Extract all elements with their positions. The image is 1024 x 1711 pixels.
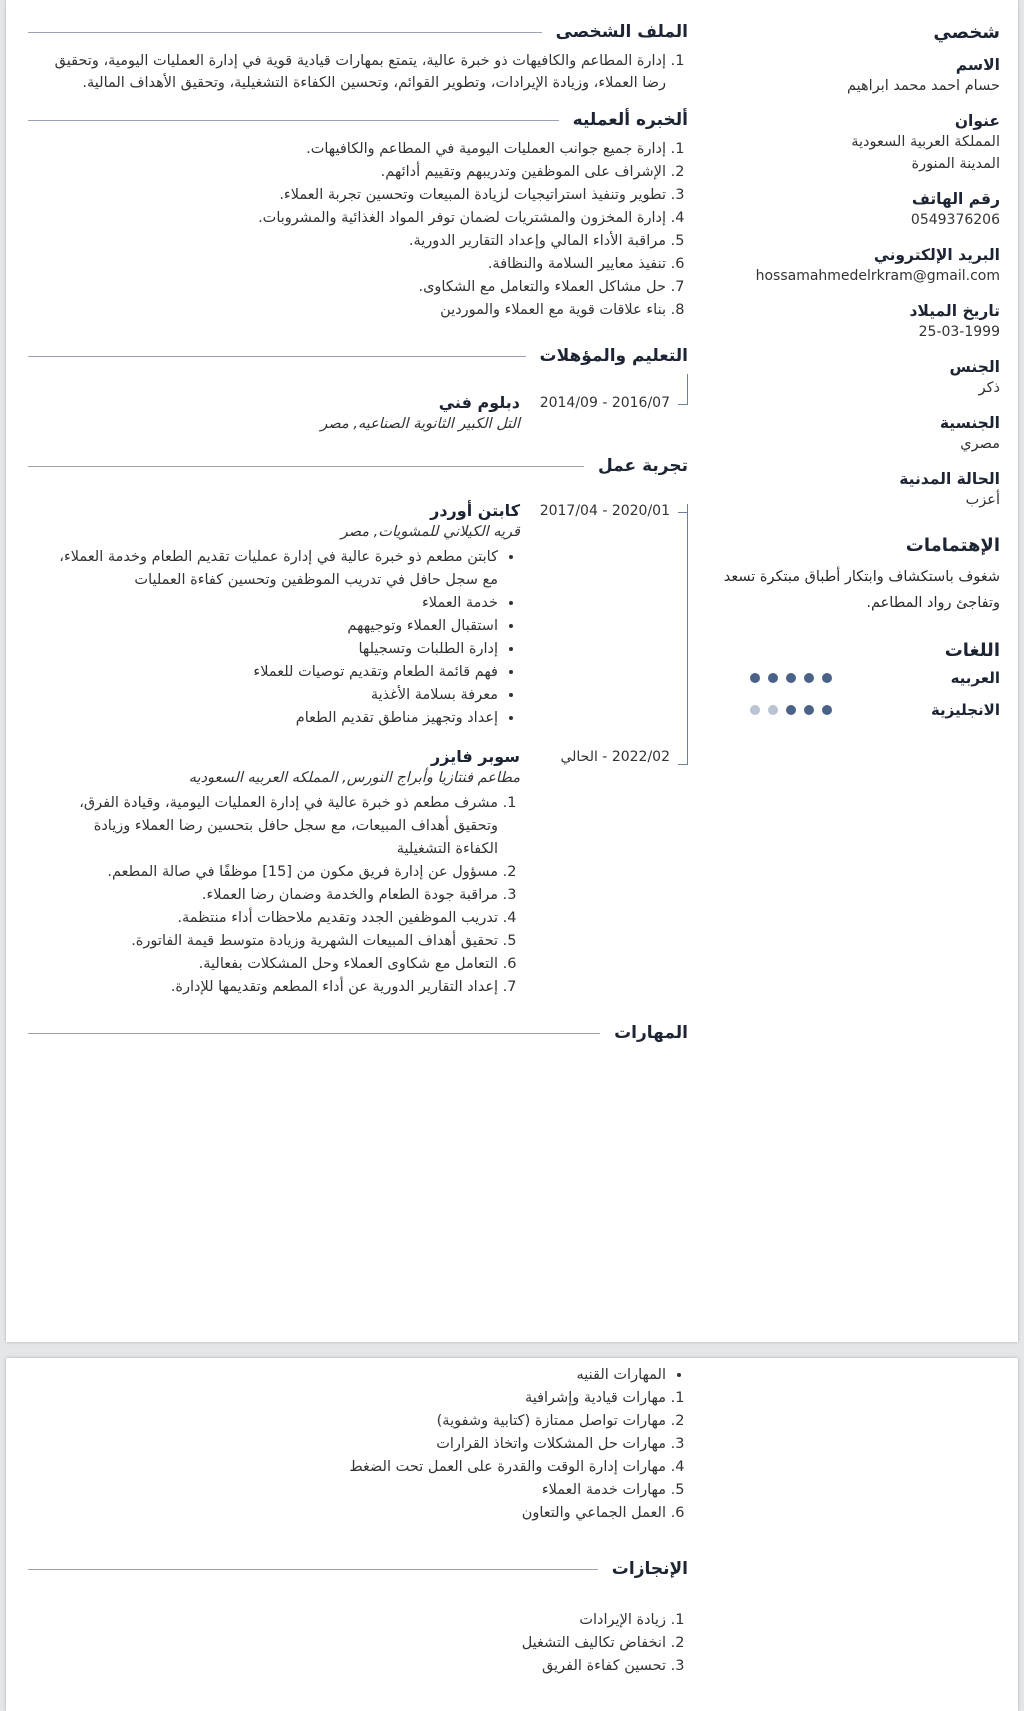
field-value: أعزب: [965, 492, 1000, 508]
profile-title: الملف الشخصى: [555, 22, 688, 42]
resume-page-2: [6, 1358, 1018, 1711]
list-item: 7. حل مشاكل العملاء والتعامل مع الشكاوى.: [28, 276, 666, 299]
list-item: 4. تدريب الموظفين الجدد وتقديم ملاحظات أداء منتظمة.: [50, 907, 498, 930]
skills-header: [28, 1023, 688, 1043]
list-item: • كابتن مطعم ذو خبرة عالية في إدارة عمليات تقديم الطعام وخدمة العملاء، مع سجل حافل في تدريب الموظفين وتحسين كفاءة العمليات: [50, 546, 498, 592]
list-item: • معرفة بسلامة الأغذية: [50, 684, 498, 707]
experience-list: [28, 138, 688, 322]
education-header: [28, 346, 688, 366]
list-item: • المهارات القنيه: [28, 1364, 666, 1387]
list-item: • خدمة العملاء: [50, 592, 498, 615]
field-nationality: [700, 413, 1000, 455]
language-level-dots: [750, 705, 832, 715]
email-link[interactable]: hossamahmedelrkram@gmail.com: [755, 268, 1000, 284]
work-header: [28, 456, 688, 476]
education-entry: [28, 374, 688, 438]
profile-list: [36, 50, 688, 94]
level-dot-filled: [768, 673, 778, 683]
job-duties: [50, 792, 520, 999]
entry-subtitle: التل الكبير الثانوية الصناعيه, مصر: [320, 416, 520, 432]
field-value: 25-03-1999: [918, 324, 1000, 340]
list-item: 5. مهارات خدمة العملاء: [28, 1479, 666, 1502]
entry-date: 2020/01 - 2017/04: [539, 503, 670, 519]
level-dot-filled: [822, 673, 832, 683]
main-column: [28, 22, 688, 1051]
achievements-list: [28, 1609, 688, 1678]
field-name: [700, 55, 1000, 97]
level-dot-filled: [804, 673, 814, 683]
personal-sidebar: [700, 22, 1000, 733]
field-label: الحالة المدنية: [899, 470, 1000, 488]
language-name: العربيه: [950, 669, 1000, 687]
list-item: 7. إعداد التقارير الدورية عن أداء المطعم وتقديمها للإدارة.: [50, 976, 498, 999]
section-divider: [28, 1569, 598, 1570]
skills-title: المهارات: [614, 1023, 688, 1043]
resume-page-1: [6, 0, 1018, 1342]
field-birthdate: [700, 301, 1000, 343]
list-item: • استقبال العملاء وتوجيههم: [50, 615, 498, 638]
experience-title: ألخبره ألعمليه: [572, 110, 688, 130]
level-dot-filled: [804, 705, 814, 715]
language-row: [700, 701, 1000, 719]
list-item: 3. مراقبة جودة الطعام والخدمة وضمان رضا العملاء.: [50, 884, 498, 907]
list-item: 1. إدارة المطاعم والكافيهات ذو خبرة عالية، يتمتع بمهارات قيادية قوية في إدارة العمليات اليومية، وتحقيق رضا العملاء، وزيادة الإيرادات، وتطوير القوائم، وتحسين الكفاءة التشغيلية، وتحقيق الأهداف المالية.: [36, 50, 666, 94]
list-item: • فهم قائمة الطعام وتقديم توصيات للعملاء: [50, 661, 498, 684]
personal-title: شخصي: [933, 22, 1000, 43]
list-item: 3. تطوير وتنفيذ استراتيجيات لزيادة المبيعات وتحسين تجربة العملاء.: [28, 184, 666, 207]
field-address: [700, 111, 1000, 175]
job-bullets: [50, 546, 520, 730]
work-title: تجربة عمل: [597, 456, 688, 476]
list-item: 5. تحقيق أهداف المبيعات الشهرية وزيادة متوسط قيمة الفاتورة.: [50, 930, 498, 953]
list-item: 1. مهارات قيادية وإشرافية: [28, 1387, 666, 1410]
field-value: مصري: [960, 436, 1000, 452]
list-item: 5. مراقبة الأداء المالي وإعداد التقارير الدورية.: [28, 230, 666, 253]
field-label: عنوان: [954, 112, 1000, 130]
skills-list: [28, 1387, 688, 1525]
achievements-header: [28, 1559, 688, 1579]
list-item: 2. الإشراف على الموظفين وتدريبهم وتقييم أدائهم.: [28, 161, 666, 184]
level-dot-empty: [768, 705, 778, 715]
field-marital-status: [700, 469, 1000, 511]
section-divider: [28, 120, 559, 121]
field-value: حسام احمد محمد ابراهيم: [847, 78, 1000, 94]
education-timeline: [28, 374, 688, 444]
list-item: • إعداد وتجهيز مناطق تقديم الطعام: [50, 707, 498, 730]
list-item: 2. مهارات تواصل ممتازة (كتابية وشفوية): [28, 1410, 666, 1433]
field-value: المملكة العربية السعودية: [851, 134, 1000, 150]
list-item: 6. تنفيذ معايير السلامة والنظافة.: [28, 253, 666, 276]
field-value: ذكر: [978, 380, 1000, 396]
list-item: 6. العمل الجماعي والتعاون: [28, 1502, 666, 1525]
work-entry: [28, 484, 688, 730]
entry-title: كابتن أوردر: [430, 501, 520, 520]
field-label: الجنسية: [939, 414, 1000, 432]
list-item: 1. مشرف مطعم ذو خبرة عالية في إدارة العمليات اليومية، وقيادة الفرق، وتحقيق أهداف المبيعات، مع سجل حافل بتحسين رضا العملاء وزيادة الكفاءة التشغيلية: [50, 792, 498, 861]
education-title: التعليم والمؤهلات: [539, 346, 688, 366]
profile-header: [28, 22, 688, 42]
interests-title: الإهتمامات: [905, 535, 1000, 556]
level-dot-filled: [750, 673, 760, 683]
experience-header: [28, 110, 688, 130]
language-row: [700, 669, 1000, 687]
section-divider: [28, 1033, 600, 1034]
field-gender: [700, 357, 1000, 399]
work-timeline: [28, 484, 688, 999]
field-label: الاسم: [955, 56, 1000, 74]
list-item: 3. مهارات حل المشكلات واتخاذ القرارات: [28, 1433, 666, 1456]
list-item: 6. التعامل مع شكاوى العملاء وحل المشكلات بفعالية.: [50, 953, 498, 976]
field-label: البريد الإلكتروني: [873, 246, 1000, 264]
entry-title: دبلوم فني: [438, 393, 520, 412]
entry-content: [50, 500, 520, 730]
languages-title: اللغات: [944, 640, 1000, 661]
list-item: • إدارة الطلبات وتسجيلها: [50, 638, 498, 661]
list-item: 2. مسؤول عن إدارة فريق مكون من [15] موظفًا في صالة المطعم.: [50, 861, 498, 884]
entry-date: 2016/07 - 2014/09: [539, 395, 670, 411]
section-divider: [28, 356, 526, 357]
language-level-dots: [750, 673, 832, 683]
entry-content: [50, 746, 520, 999]
field-label: رقم الهاتف: [911, 190, 1000, 208]
field-phone: [700, 189, 1000, 231]
entry-date: 2022/02 - الحالي: [560, 749, 670, 765]
section-divider: [28, 32, 542, 33]
interests-text: شغوف باستكشاف وابتكار أطباق مبتكرة تسعد وتفاجئ رواد المطاعم.: [723, 569, 1000, 611]
language-name: الانجليزية: [930, 701, 1000, 719]
level-dot-filled: [786, 673, 796, 683]
list-item: 4. إدارة المخزون والمشتريات لضمان توفر المواد الغذائية والمشروبات.: [28, 207, 666, 230]
list-item: 4. مهارات إدارة الوقت والقدرة على العمل تحت الضغط: [28, 1456, 666, 1479]
achievements-title: الإنجازات: [611, 1559, 688, 1579]
list-item: 3. تحسين كفاءة الفريق: [28, 1655, 666, 1678]
field-value: المدينة المنورة: [911, 156, 1000, 172]
list-item: 8. بناء علاقات قوية مع العملاء والموردين: [28, 299, 666, 322]
list-item: 1. إدارة جميع جوانب العمليات اليومية في المطاعم والكافيهات.: [28, 138, 666, 161]
field-label: تاريخ الميلاد: [909, 302, 1000, 320]
level-dot-filled: [822, 705, 832, 715]
entry-content: [50, 392, 520, 438]
entry-subtitle: قريه الكيلاني للمشويات, مصر: [340, 524, 520, 540]
level-dot-empty: [750, 705, 760, 715]
work-entry: [28, 730, 688, 999]
field-label: الجنس: [949, 358, 1000, 376]
entry-title: سوبر فايزر: [431, 747, 520, 766]
field-email: [700, 245, 1000, 287]
skills-bullet-list: [28, 1364, 688, 1387]
field-value: 0549376206: [910, 212, 1000, 228]
section-divider: [28, 466, 584, 467]
entry-subtitle: مطاعم فنتازيا وأبراج النورس, المملكه العربيه السعوديه: [188, 770, 520, 786]
level-dot-filled: [786, 705, 796, 715]
main-column-continued: [28, 1364, 688, 1678]
list-item: 1. زيادة الإيرادات: [28, 1609, 666, 1632]
list-item: 2. انخفاض تكاليف التشغيل: [28, 1632, 666, 1655]
